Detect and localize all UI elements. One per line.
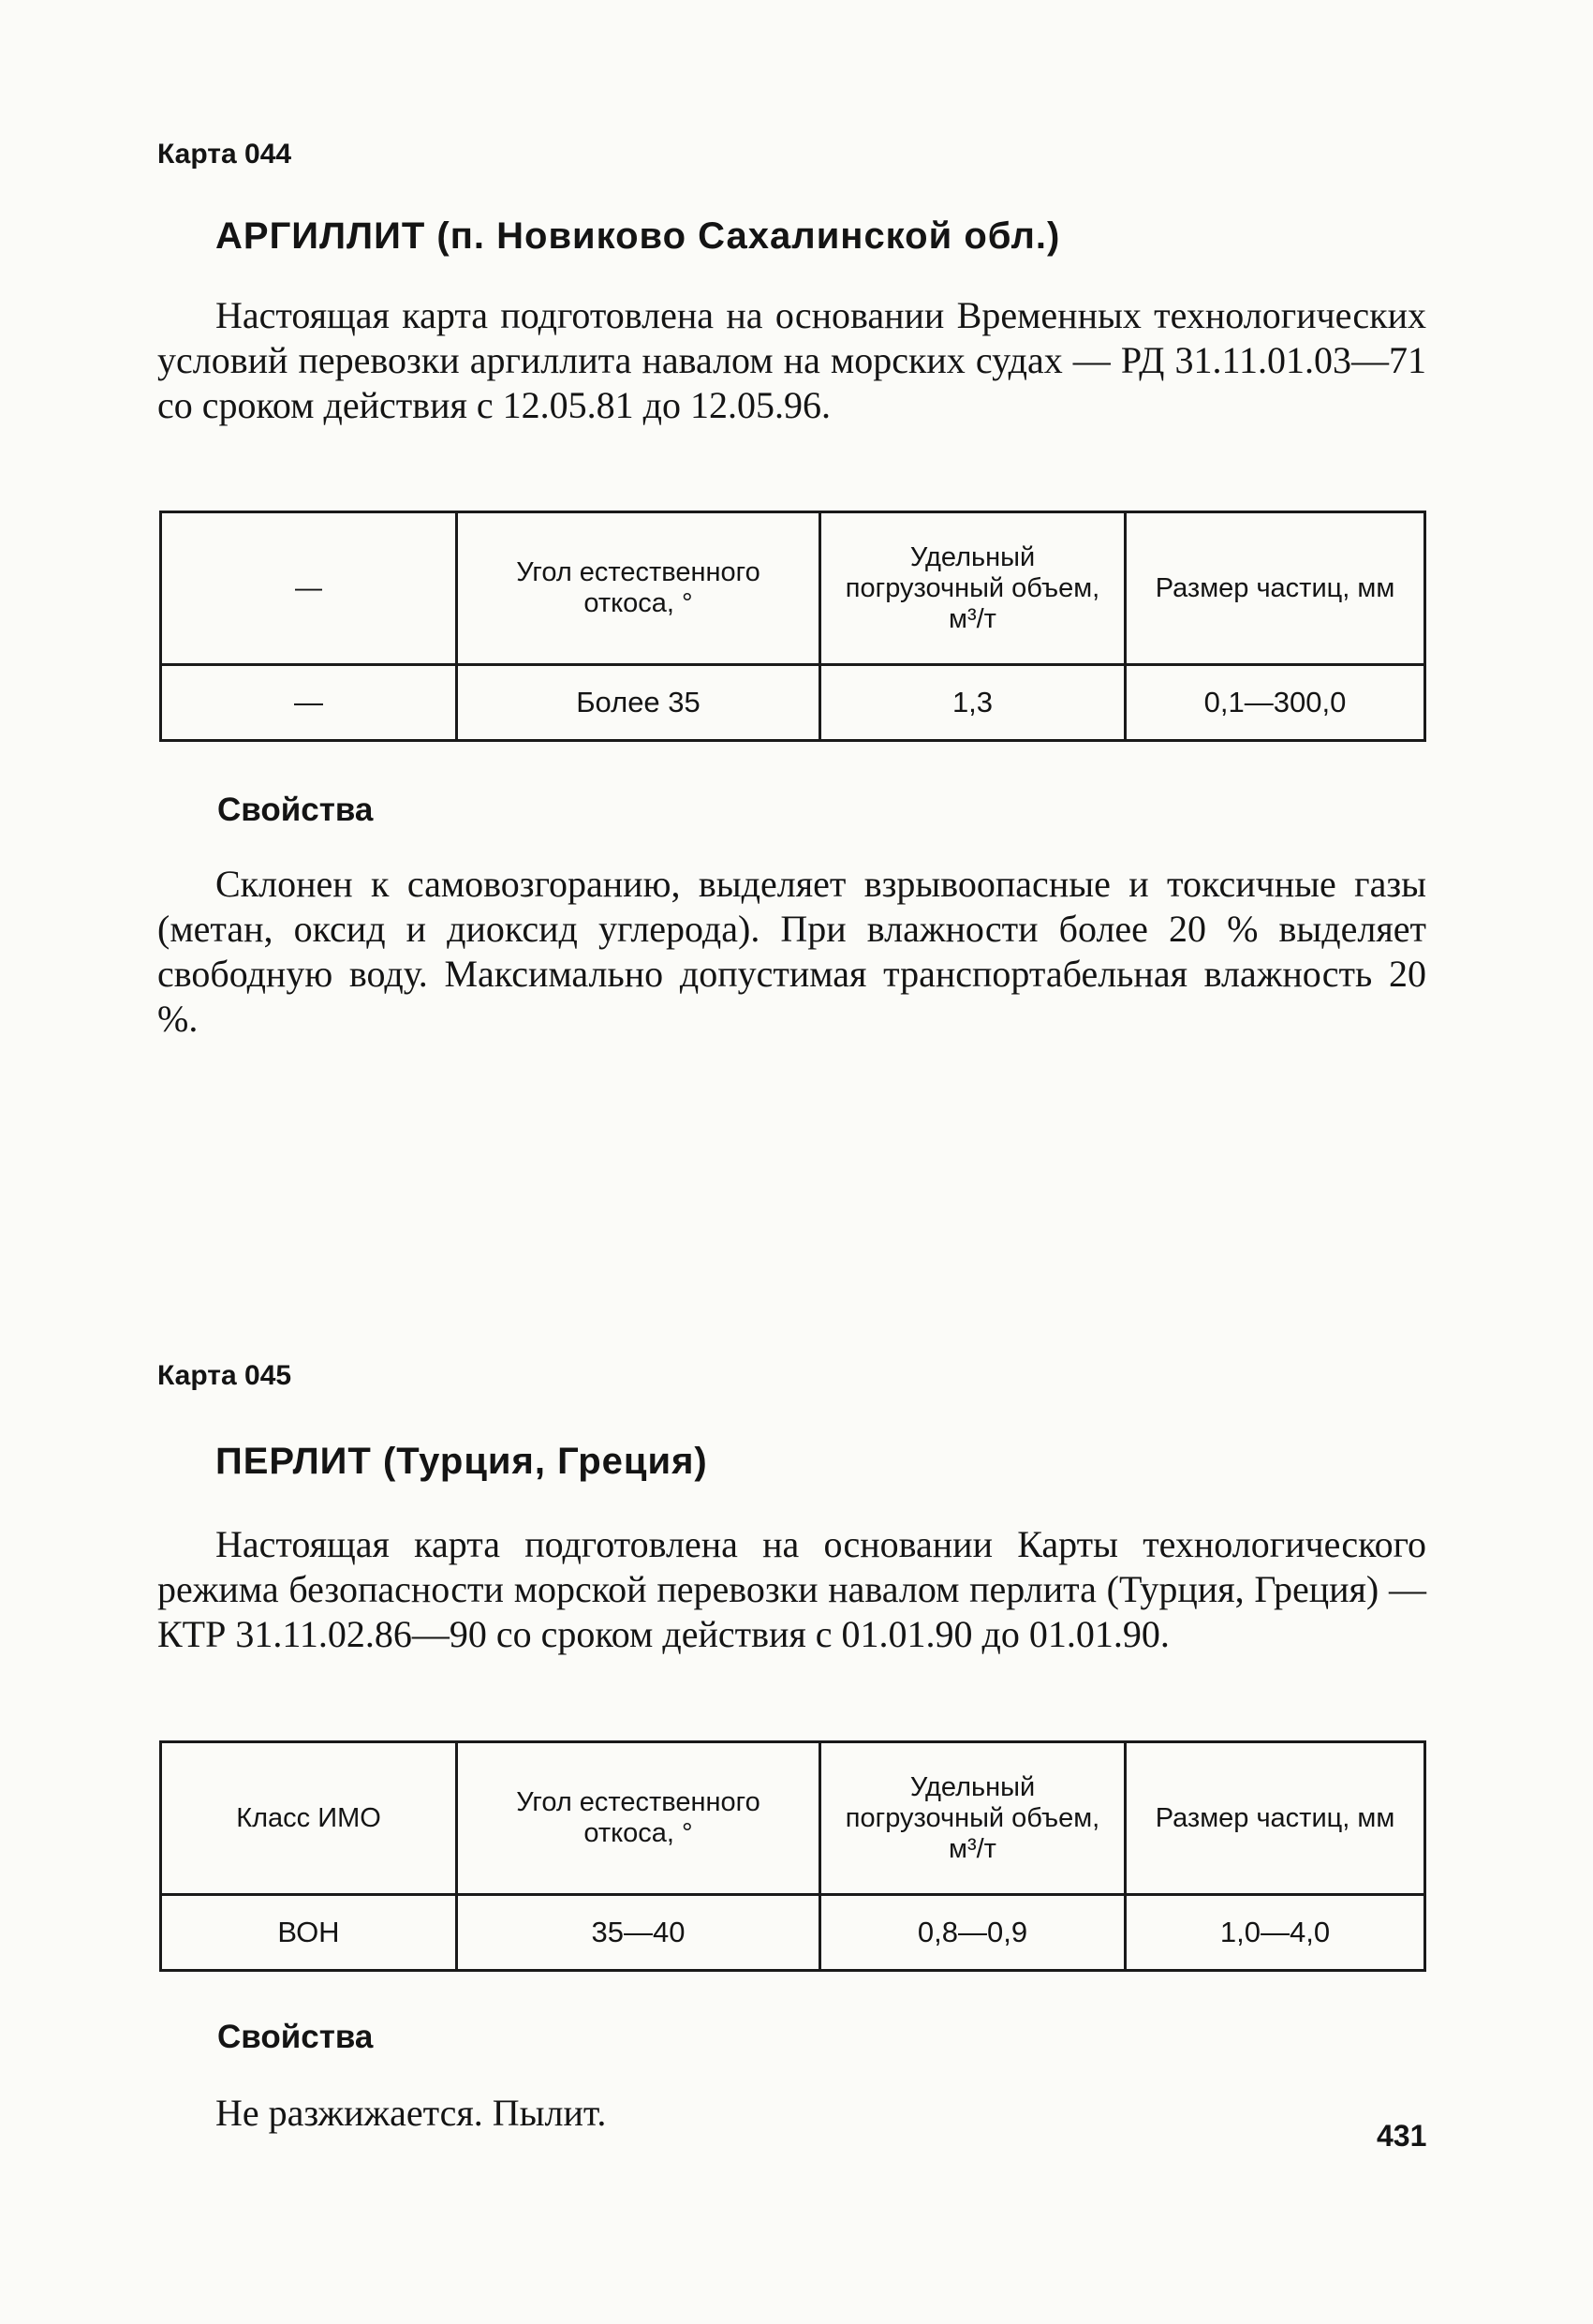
col-header-class: — [161, 512, 457, 665]
cell-size: 1,0—4,0 [1126, 1895, 1425, 1971]
card-intro-argillite: Настоящая карта подготовлена на основании Временных технологических условий перевозки аргиллита навалом на морских судах — РД 31.11.01.03—71 со сроком действия с 12.05.81 до 12.05.96. [157, 294, 1426, 426]
col-header-angle: Угол естественного откоса, ° [457, 512, 820, 665]
spec-table-argillite [159, 511, 1426, 742]
col-header-class: Класс ИМО [161, 1742, 457, 1895]
table-row [161, 665, 1425, 741]
card-label-044: Карта 044 [157, 139, 292, 170]
card-intro-perlite: Настоящая карта подготовлена на основании Карты технологического режима безопасности морской перевозки навалом перлита (Турция, Греция) — КТР 31.11.02.86—90 со сроком действия с 01.01.90 до 01.01.90. [157, 1523, 1426, 1655]
col-header-angle: Угол естественного откоса, ° [457, 1742, 820, 1895]
card-title-perlite: ПЕРЛИТ (Турция, Греция) [215, 1441, 708, 1482]
card-title-argillite: АРГИЛЛИТ (п. Новиково Сахалинской обл.) [215, 215, 1061, 257]
properties-text-argillite: Склонен к самовозгоранию, выделяет взрывоопасные и токсичные газы (метан, оксид и диоксид углерода). При влажности более 20 % выделяет свободную воду. Максимально допустимая транспортабельная влажность 20 %. [157, 863, 1426, 1040]
cell-angle: Более 35 [457, 665, 820, 741]
page-number: 431 [1377, 2119, 1427, 2153]
table-header-row [161, 512, 1425, 665]
cell-angle: 35—40 [457, 1895, 820, 1971]
card-label-045: Карта 045 [157, 1360, 292, 1391]
col-header-size: Размер частиц, мм [1126, 512, 1425, 665]
cell-volume: 1,3 [820, 665, 1126, 741]
table-header-row [161, 1742, 1425, 1895]
table-row [161, 1895, 1425, 1971]
cell-size: 0,1—300,0 [1126, 665, 1425, 741]
cell-class: ВОН [161, 1895, 457, 1971]
spec-table-perlite [159, 1740, 1426, 1972]
properties-heading-argillite: Свойства [217, 792, 374, 828]
col-header-size: Размер частиц, мм [1126, 1742, 1425, 1895]
col-header-volume: Удельный погрузочный объем, м³/т [820, 1742, 1126, 1895]
cell-class: — [161, 665, 457, 741]
col-header-volume: Удельный погрузочный объем, м³/т [820, 512, 1126, 665]
properties-text-perlite: Не разжижается. Пылит. [215, 2092, 607, 2134]
cell-volume: 0,8—0,9 [820, 1895, 1126, 1971]
properties-heading-perlite: Свойства [217, 2019, 374, 2055]
